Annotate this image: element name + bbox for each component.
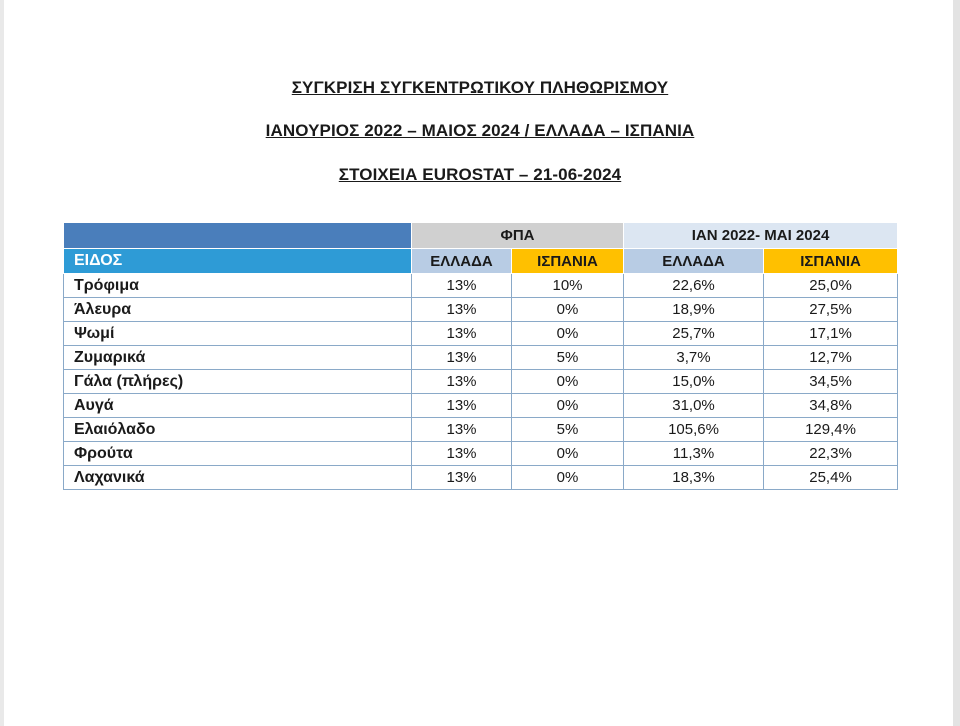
cell-item: Αυγά (64, 394, 412, 418)
cell-item: Ζυμαρικά (64, 346, 412, 370)
cell-item: Ψωμί (64, 322, 412, 346)
table-row (64, 394, 898, 418)
page-edge-left (0, 0, 4, 726)
table-row (64, 466, 898, 490)
cell-inflation-greece: 3,7% (624, 346, 764, 370)
cell-inflation-greece: 25,7% (624, 322, 764, 346)
cell-inflation-spain: 25,4% (764, 466, 898, 490)
cell-inflation-greece: 31,0% (624, 394, 764, 418)
table-row (64, 418, 898, 442)
page-title-line-1: ΣΥΓΚΡΙΣΗ ΣΥΓΚΕΝΤΡΩΤΙΚΟΥ ΠΛΗΘΩΡΙΣΜΟΥ (291, 78, 669, 97)
page-title-line-3: ΣΤΟΙΧΕΙΑ EUROSTAT – 21-06-2024 (338, 164, 622, 184)
cell-item: Ελαιόλαδο (64, 418, 412, 442)
cell-vat-greece: 13% (412, 322, 512, 346)
page-title-line-2: ΙΑΝΟΥΡΙΟΣ 2022 – ΜΑΙΟΣ 2024 / ΕΛΛΑΔΑ – ΙΣΠΑΝΙΑ (265, 121, 695, 141)
cell-vat-greece: 13% (412, 394, 512, 418)
cell-inflation-spain: 22,3% (764, 442, 898, 466)
cell-vat-spain: 5% (512, 346, 624, 370)
table-body (64, 274, 898, 490)
cell-vat-greece: 13% (412, 418, 512, 442)
column-header-vat-spain: ΙΣΠΑΝΙΑ (512, 249, 624, 274)
column-header-inflation-spain: ΙΣΠΑΝΙΑ (764, 249, 898, 274)
cell-item: Γάλα (πλήρες) (64, 370, 412, 394)
document-title-block (0, 0, 960, 185)
table-row (64, 346, 898, 370)
cell-vat-greece: 13% (412, 442, 512, 466)
table-row (64, 442, 898, 466)
page-edge-right (953, 0, 960, 726)
cell-inflation-spain: 129,4% (764, 418, 898, 442)
cell-vat-greece: 13% (412, 370, 512, 394)
cell-vat-spain: 0% (512, 442, 624, 466)
cell-vat-spain: 5% (512, 418, 624, 442)
comparison-table-wrapper (63, 222, 897, 490)
table-row (64, 322, 898, 346)
cell-vat-spain: 10% (512, 274, 624, 298)
cell-item: Φρούτα (64, 442, 412, 466)
cell-inflation-spain: 34,8% (764, 394, 898, 418)
cell-vat-spain: 0% (512, 466, 624, 490)
cell-vat-greece: 13% (412, 346, 512, 370)
cell-inflation-greece: 18,3% (624, 466, 764, 490)
group-header-period: ΙΑΝ 2022- ΜΑΙ 2024 (624, 223, 898, 249)
cell-inflation-greece: 11,3% (624, 442, 764, 466)
group-header-blank (64, 223, 412, 249)
column-header-item: ΕΙΔΟΣ (64, 249, 412, 274)
cell-inflation-greece: 15,0% (624, 370, 764, 394)
cell-inflation-spain: 34,5% (764, 370, 898, 394)
group-header-vat: ΦΠΑ (412, 223, 624, 249)
cell-inflation-spain: 12,7% (764, 346, 898, 370)
table-group-header-row (64, 223, 898, 249)
table-header (64, 223, 898, 274)
column-header-inflation-greece: ΕΛΛΑΔΑ (624, 249, 764, 274)
cell-vat-greece: 13% (412, 274, 512, 298)
cell-inflation-greece: 18,9% (624, 298, 764, 322)
cell-vat-spain: 0% (512, 370, 624, 394)
table-row (64, 298, 898, 322)
cell-vat-spain: 0% (512, 298, 624, 322)
cell-inflation-spain: 27,5% (764, 298, 898, 322)
cell-inflation-spain: 17,1% (764, 322, 898, 346)
cell-item: Λαχανικά (64, 466, 412, 490)
cell-item: Άλευρα (64, 298, 412, 322)
cell-vat-greece: 13% (412, 298, 512, 322)
cell-vat-spain: 0% (512, 322, 624, 346)
comparison-table (63, 222, 898, 490)
cell-inflation-greece: 105,6% (624, 418, 764, 442)
column-header-vat-greece: ΕΛΛΑΔΑ (412, 249, 512, 274)
cell-inflation-greece: 22,6% (624, 274, 764, 298)
cell-item: Τρόφιμα (64, 274, 412, 298)
cell-vat-spain: 0% (512, 394, 624, 418)
table-row (64, 370, 898, 394)
table-column-header-row (64, 249, 898, 274)
cell-inflation-spain: 25,0% (764, 274, 898, 298)
cell-vat-greece: 13% (412, 466, 512, 490)
table-row (64, 274, 898, 298)
